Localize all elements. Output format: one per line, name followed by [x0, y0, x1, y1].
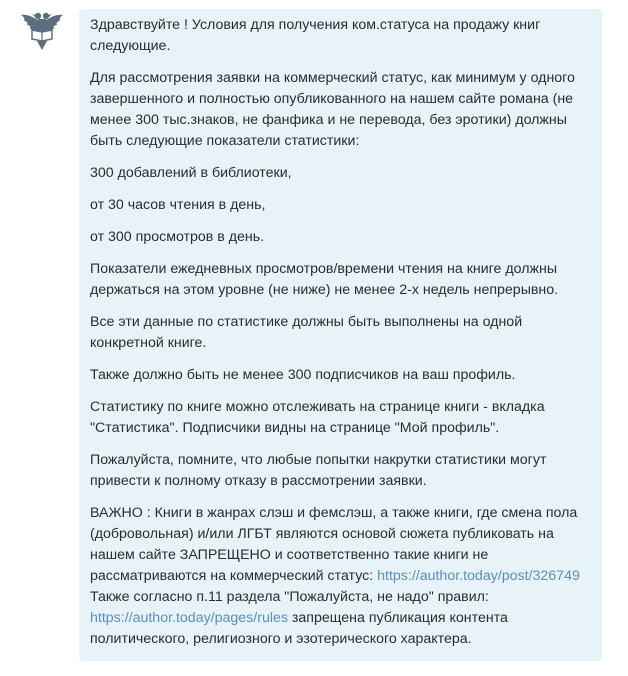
- rules-tail-text: запрещена публикация контента политического, религиозного и эзотерического характера.: [90, 610, 508, 647]
- stat-libraries-text: 300 добавлений в библиотеки,: [90, 165, 292, 181]
- stat-hours-text: от 30 часов чтения в день,: [90, 197, 266, 213]
- subscribers-note-text: Также должно быть не менее 300 подписчиков на ваш профиль.: [90, 367, 516, 383]
- rules-link[interactable]: https://author.today/pages/rules: [90, 610, 288, 626]
- stat-views-text: от 300 просмотров в день.: [90, 229, 265, 245]
- important-text: ВАЖНО : Книги в жанрах слэш и фемслэш, а также книги, где смена пола (добровольная) и/или ЛГБТ являются основой сюжета публиковать на нашем сайте ЗАПРЕЩЕНО и соответственно такие книги не рассматриваются на коммерческий статус:: [90, 505, 578, 584]
- greeting-text: Здравствуйте ! Условия для получения ком.статуса на продажу книг следующие.: [90, 17, 541, 54]
- cheating-warning-text: Пожалуйста, помните, что любые попытки накрутки статистики могут привести к полному отказу в рассмотрении заявки.: [90, 452, 547, 489]
- rules-text: Также согласно п.11 раздела "Пожалуйста, не надо" правил:: [90, 589, 489, 605]
- requirements-intro-text: Для рассмотрения заявки на коммерческий статус, как минимум у одного завершенного и полностью опубликованного на нашем сайте романа (не менее 300 тыс.знаков, не фанфика и не перевода, без эротики) должны быть следующие показатели статистики:: [90, 70, 575, 149]
- post-link[interactable]: https://author.today/post/326749: [377, 568, 580, 584]
- tracking-note-text: Статистику по книге можно отслеживать на странице книги - вкладка "Статистика". Подписчики видны на странице "Мой профиль".: [90, 399, 545, 436]
- eagle-book-emblem-icon: [20, 8, 64, 52]
- sender-avatar[interactable]: [20, 8, 64, 52]
- important-paragraph: [90, 503, 590, 650]
- single-book-note-text: Все эти данные по статистике должны быть выполнены на одной конкретной книге.: [90, 314, 523, 351]
- message-bubble: [79, 9, 602, 661]
- duration-note-text: Показатели ежедневных просмотров/времени чтения на книге должны держаться на этом уровне (не ниже) не менее 2-х недель непрерывно.: [90, 261, 559, 298]
